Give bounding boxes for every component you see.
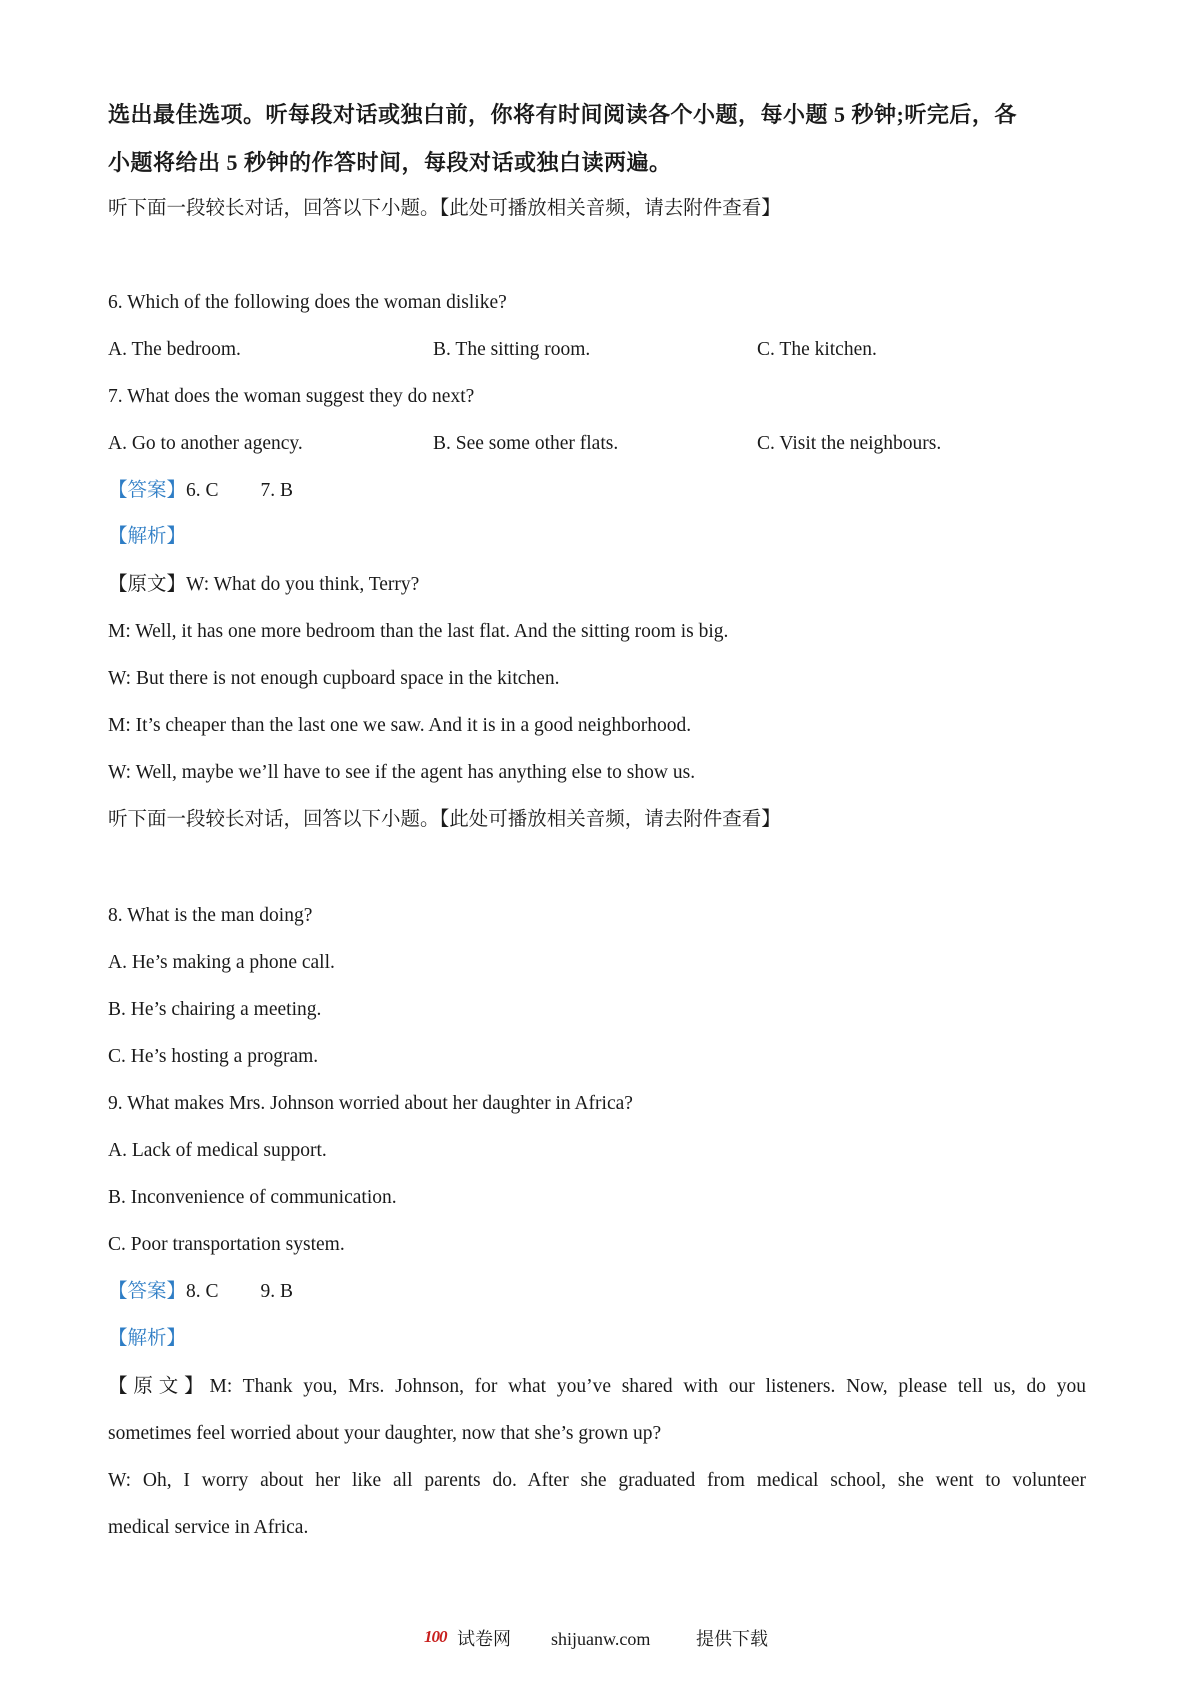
- q7-option-b: B. See some other flats.: [433, 433, 619, 454]
- q8-option-a: A. He’s making a phone call.: [108, 952, 335, 973]
- transcript-1-line-3: W: But there is not enough cupboard space in the kitchen.: [108, 668, 560, 689]
- transcript-1-line-2: M: Well, it has one more bedroom than the last flat. And the sitting room is big.: [108, 621, 729, 642]
- q7-option-c: C. Visit the neighbours.: [757, 433, 942, 454]
- q9-option-b: B. Inconvenience of communication.: [108, 1187, 397, 1208]
- original-label: 【原文】: [108, 574, 187, 595]
- transcript-2-line-3: W: Oh, I worry about her like all parents do. After she graduated from medical school, she went to volunteer: [108, 1470, 1086, 1491]
- site-logo: 100: [424, 1627, 447, 1646]
- question-6: 6. Which of the following does the woman dislike?: [108, 292, 507, 313]
- page-footer: [0, 1624, 1191, 1654]
- answer-6: 6. C: [186, 480, 219, 501]
- question-9: 9. What makes Mrs. Johnson worried about her daughter in Africa?: [108, 1093, 633, 1114]
- instructions-line-2: 小题将给出 5 秒钟的作答时间，每段对话或独白读两遍。: [108, 150, 672, 175]
- transcript-text: M: Thank you, Mrs. Johnson, for what you’ve shared with our listeners. Now, please tell us, do you: [209, 1376, 1086, 1397]
- section1-directions: 听下面一段较长对话，回答以下小题。【此处可播放相关音频，请去附件查看】: [108, 198, 781, 219]
- analysis-label-2: 【解析】: [108, 1328, 187, 1349]
- answer-7: 7. B: [260, 480, 294, 501]
- answer-label: 【答案】: [108, 1281, 187, 1302]
- question-7: 7. What does the woman suggest they do next?: [108, 386, 475, 407]
- analysis-label-1: 【解析】: [108, 526, 187, 547]
- section2-directions: 听下面一段较长对话，回答以下小题。【此处可播放相关音频，请去附件查看】: [108, 809, 781, 830]
- q8-option-c: C. He’s hosting a program.: [108, 1046, 319, 1067]
- download-text: 提供下载: [696, 1629, 768, 1649]
- instructions-line-1: 选出最佳选项。听每段对话或独白前，你将有时间阅读各个小题，每小题 5 秒钟;听完后，各: [108, 102, 1017, 127]
- transcript-text: W: What do you think, Terry?: [186, 574, 420, 595]
- q6-option-c: C. The kitchen.: [757, 339, 877, 360]
- answer-line-1: [108, 478, 293, 504]
- transcript-2-line-2: sometimes feel worried about your daughter, now that she’s grown up?: [108, 1423, 662, 1444]
- site-domain[interactable]: shijuanw.com: [551, 1629, 651, 1649]
- site-name: 试卷网: [457, 1629, 511, 1649]
- answer-9: 9. B: [260, 1281, 294, 1302]
- original-label: 【原文】: [108, 1376, 210, 1397]
- q9-option-a: A. Lack of medical support.: [108, 1140, 327, 1161]
- transcript-1-line-5: W: Well, maybe we’ll have to see if the agent has anything else to show us.: [108, 762, 696, 783]
- transcript-2-line-4: medical service in Africa.: [108, 1517, 309, 1538]
- transcript-2-line-1: [108, 1374, 1086, 1400]
- q6-option-a: A. The bedroom.: [108, 339, 241, 360]
- transcript-1-line-4: M: It’s cheaper than the last one we saw. And it is in a good neighborhood.: [108, 715, 692, 736]
- answer-8: 8. C: [186, 1281, 219, 1302]
- q7-option-a: A. Go to another agency.: [108, 433, 303, 454]
- transcript-1-line-1: [108, 572, 419, 598]
- answer-line-2: [108, 1279, 293, 1305]
- question-8: 8. What is the man doing?: [108, 905, 313, 926]
- q9-option-c: C. Poor transportation system.: [108, 1234, 345, 1255]
- q8-option-b: B. He’s chairing a meeting.: [108, 999, 322, 1020]
- q6-option-b: B. The sitting room.: [433, 339, 591, 360]
- answer-label: 【答案】: [108, 480, 187, 501]
